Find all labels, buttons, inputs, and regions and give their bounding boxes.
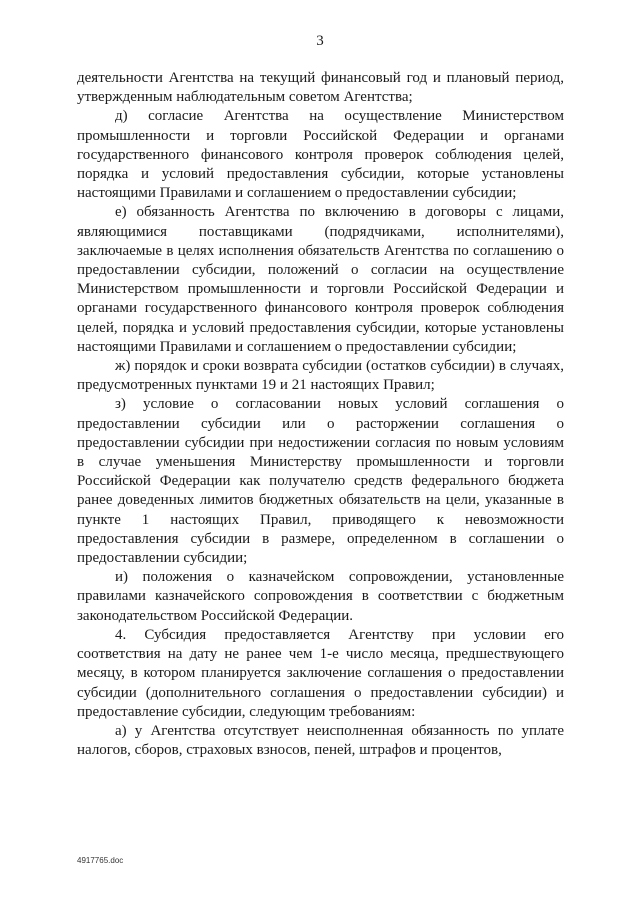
paragraph-item-a: а) у Агентства отсутствует неисполненная обязанность по уплате налогов, сборов, страховых взносов, пеней, штрафов и процентов, [77,722,564,759]
paragraph-item-e: е) обязанность Агентства по включению в договоры с лицами, являющимися поставщиками (подрядчиками, исполнителями), заключаемые в целях исполнения обязательств Агентства по соглашению о предоставлении субсидии, положений о согласии на осуществление Министерством промышленности и торговли Российской Федерации и органами государственного финансового контроля проверок соблюдения целей, порядка и условий предоставления субсидии, которые установлены настоящими Правилами и соглашением о предоставлении субсидии; [77,204,564,355]
page-number: 3 [316,33,324,49]
paragraph-item-i: и) положения о казначейском сопровождении, установленные правилами казначейского сопровождения в соответствии с бюджетным законодательством Российской Федерации. [77,569,564,624]
file-reference: 4917765.doc [77,856,124,865]
paragraph-item-z: з) условие о согласовании новых условий соглашения о предоставлении субсидии или о расторжении соглашения о предоставлении субсидии при недостижении согласия по новым условиям в случае уменьшения Министерству промышленности и торговли Российской Федерации как получателю средств федерального бюджета ранее доведенных лимитов бюджетных обязательств на цели, указанные в пункте 1 настоящих Правил, приводящего к невозможности предоставления субсидии в размере, определенном в соглашении о предоставлении субсидии; [77,396,564,567]
paragraph-item-zh: ж) порядок и сроки возврата субсидии (остатков субсидии) в случаях, предусмотренных пунктами 19 и 21 настоящих Правил; [77,358,564,394]
document-body [77,69,564,760]
paragraph-item-d: д) согласие Агентства на осуществление Министерством промышленности и торговли Российской Федерации и органами государственного финансового контроля проверок соблюдения целей, порядка и условий предоставления субсидии, которые установлены настоящими Правилами и соглашением о предоставлении субсидии; [77,108,564,202]
paragraph-continuation: деятельности Агентства на текущий финансовый год и плановый период, утвержденным наблюдательным советом Агентства; [77,70,564,106]
paragraph-clause-4: 4. Субсидия предоставляется Агентству при условии его соответствия на дату не ранее чем 1-е число месяца, предшествующего месяцу, в котором планируется заключение соглашения о предоставлении субсидии (дополнительного соглашения о предоставлении субсидии) и предоставление субсидии, следующим требованиям: [77,626,564,720]
